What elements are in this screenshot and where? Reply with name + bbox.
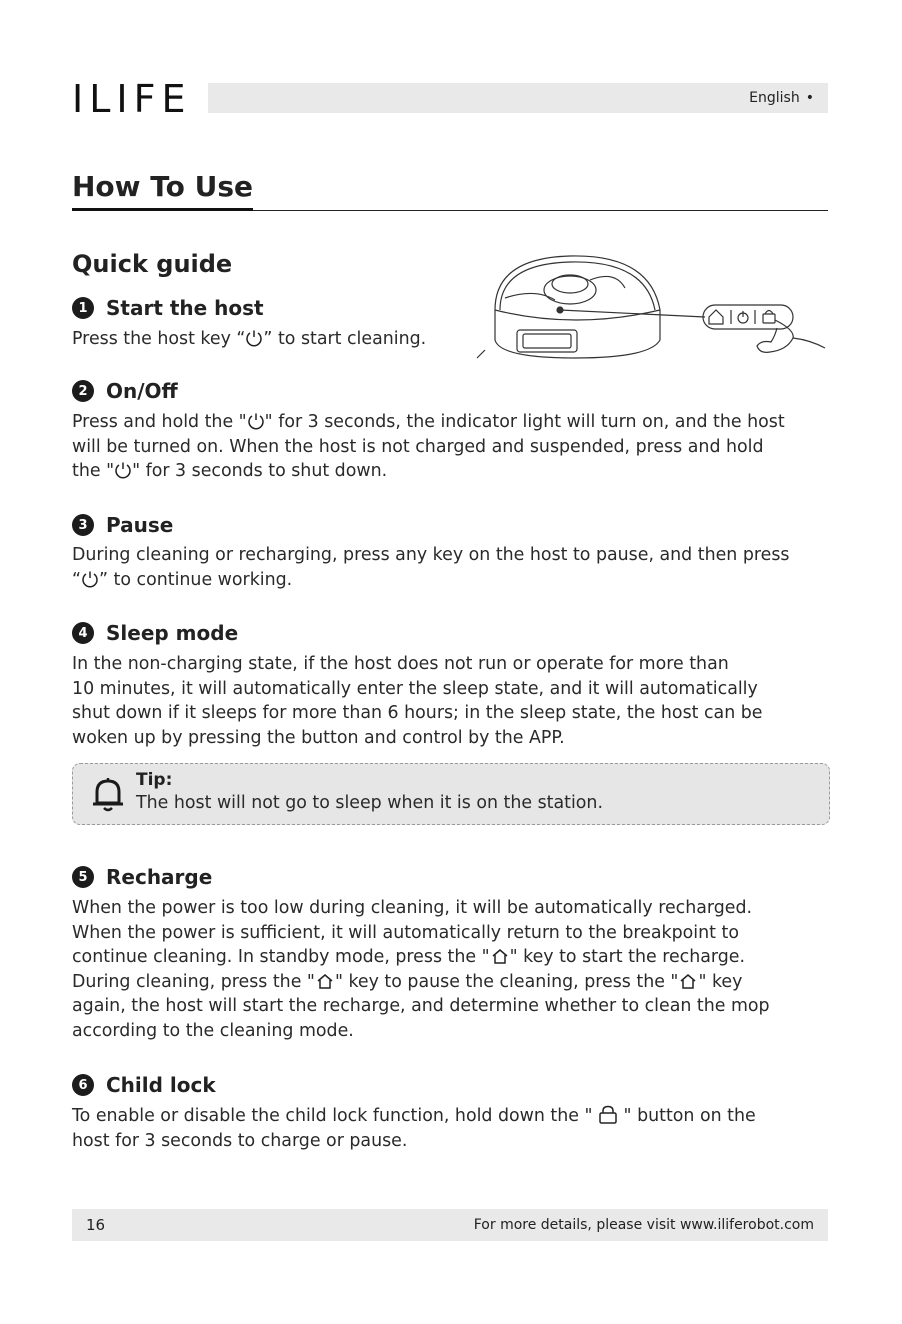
section-2-title: On/Off <box>106 379 178 403</box>
robot-illustration <box>475 250 830 364</box>
power-icon <box>247 412 265 430</box>
home-icon <box>315 972 335 990</box>
page-number: 16 <box>86 1216 106 1234</box>
section-3-heading <box>72 513 173 537</box>
section-6-heading <box>72 1073 216 1097</box>
footer-bar <box>72 1209 828 1241</box>
home-icon <box>678 972 698 990</box>
step-number-4: 4 <box>72 622 94 644</box>
tip-box <box>72 763 830 825</box>
step-number-3: 3 <box>72 514 94 536</box>
section-4-title: Sleep mode <box>106 621 239 645</box>
language-label: English • <box>749 90 814 106</box>
bell-icon <box>91 775 125 813</box>
page-title: How To Use <box>72 170 253 211</box>
power-icon <box>245 329 263 347</box>
step-number-2: 2 <box>72 380 94 402</box>
header-bar <box>208 83 828 113</box>
tip-text: The host will not go to sleep when it is on the station. <box>136 793 603 813</box>
section-6-title: Child lock <box>106 1073 216 1097</box>
section-4-heading <box>72 621 238 645</box>
step-number-6: 6 <box>72 1074 94 1096</box>
section-2-text: Press and hold the " " for 3 seconds, the indicator light will turn on, and the host will be turned on. When the host is not charged and suspended, press and hold the " " for 3 seconds to shut down. <box>72 412 785 482</box>
section-5-heading <box>72 865 212 889</box>
power-icon <box>114 461 132 479</box>
section-1-text: Press the host key “ ” to start cleaning. <box>72 329 427 349</box>
lock-icon <box>598 1105 618 1124</box>
power-icon <box>81 570 99 588</box>
footer-website-text: For more details, please visit www.iliferobot.com <box>473 1217 814 1233</box>
section-5-title: Recharge <box>106 865 213 889</box>
section-5-text: When the power is too low during cleaning, it will be automatically recharged. When the power is sufficient, it will automatically return to the breakpoint to continue cleaning. In standby mode, press the " " key to start the recharge. During cleaning, press the " " key to pause the cleaning, press the " " key again, the host will start the recharge, and determine whether to clean the mop according to the cleaning mode. <box>72 898 770 1041</box>
section-2-heading <box>72 379 178 403</box>
section-6-text: To enable or disable the child lock function, hold down the " " button on the host for 3 seconds to charge or pause. <box>72 1106 756 1151</box>
section-4-text: In the non-charging state, if the host does not run or operate for more than 10 minutes, it will automatically enter the sleep state, and it will automatically shut down if it sleeps for more than 6 hours; in the sleep state, the host can be woken up by pressing the button and control by the APP. <box>72 654 763 748</box>
section-1-title: Start the host <box>106 296 264 320</box>
tip-label: Tip: <box>136 770 173 790</box>
brand-logo: ILIFE <box>72 77 192 121</box>
section-3-text: During cleaning or recharging, press any key on the host to pause, and then press “ ” to continue working. <box>72 545 790 590</box>
section-1-heading <box>72 296 264 320</box>
step-number-5: 5 <box>72 866 94 888</box>
step-number-1: 1 <box>72 297 94 319</box>
section-3-title: Pause <box>106 513 174 537</box>
section-subtitle: Quick guide <box>72 250 233 278</box>
home-icon <box>490 947 510 965</box>
